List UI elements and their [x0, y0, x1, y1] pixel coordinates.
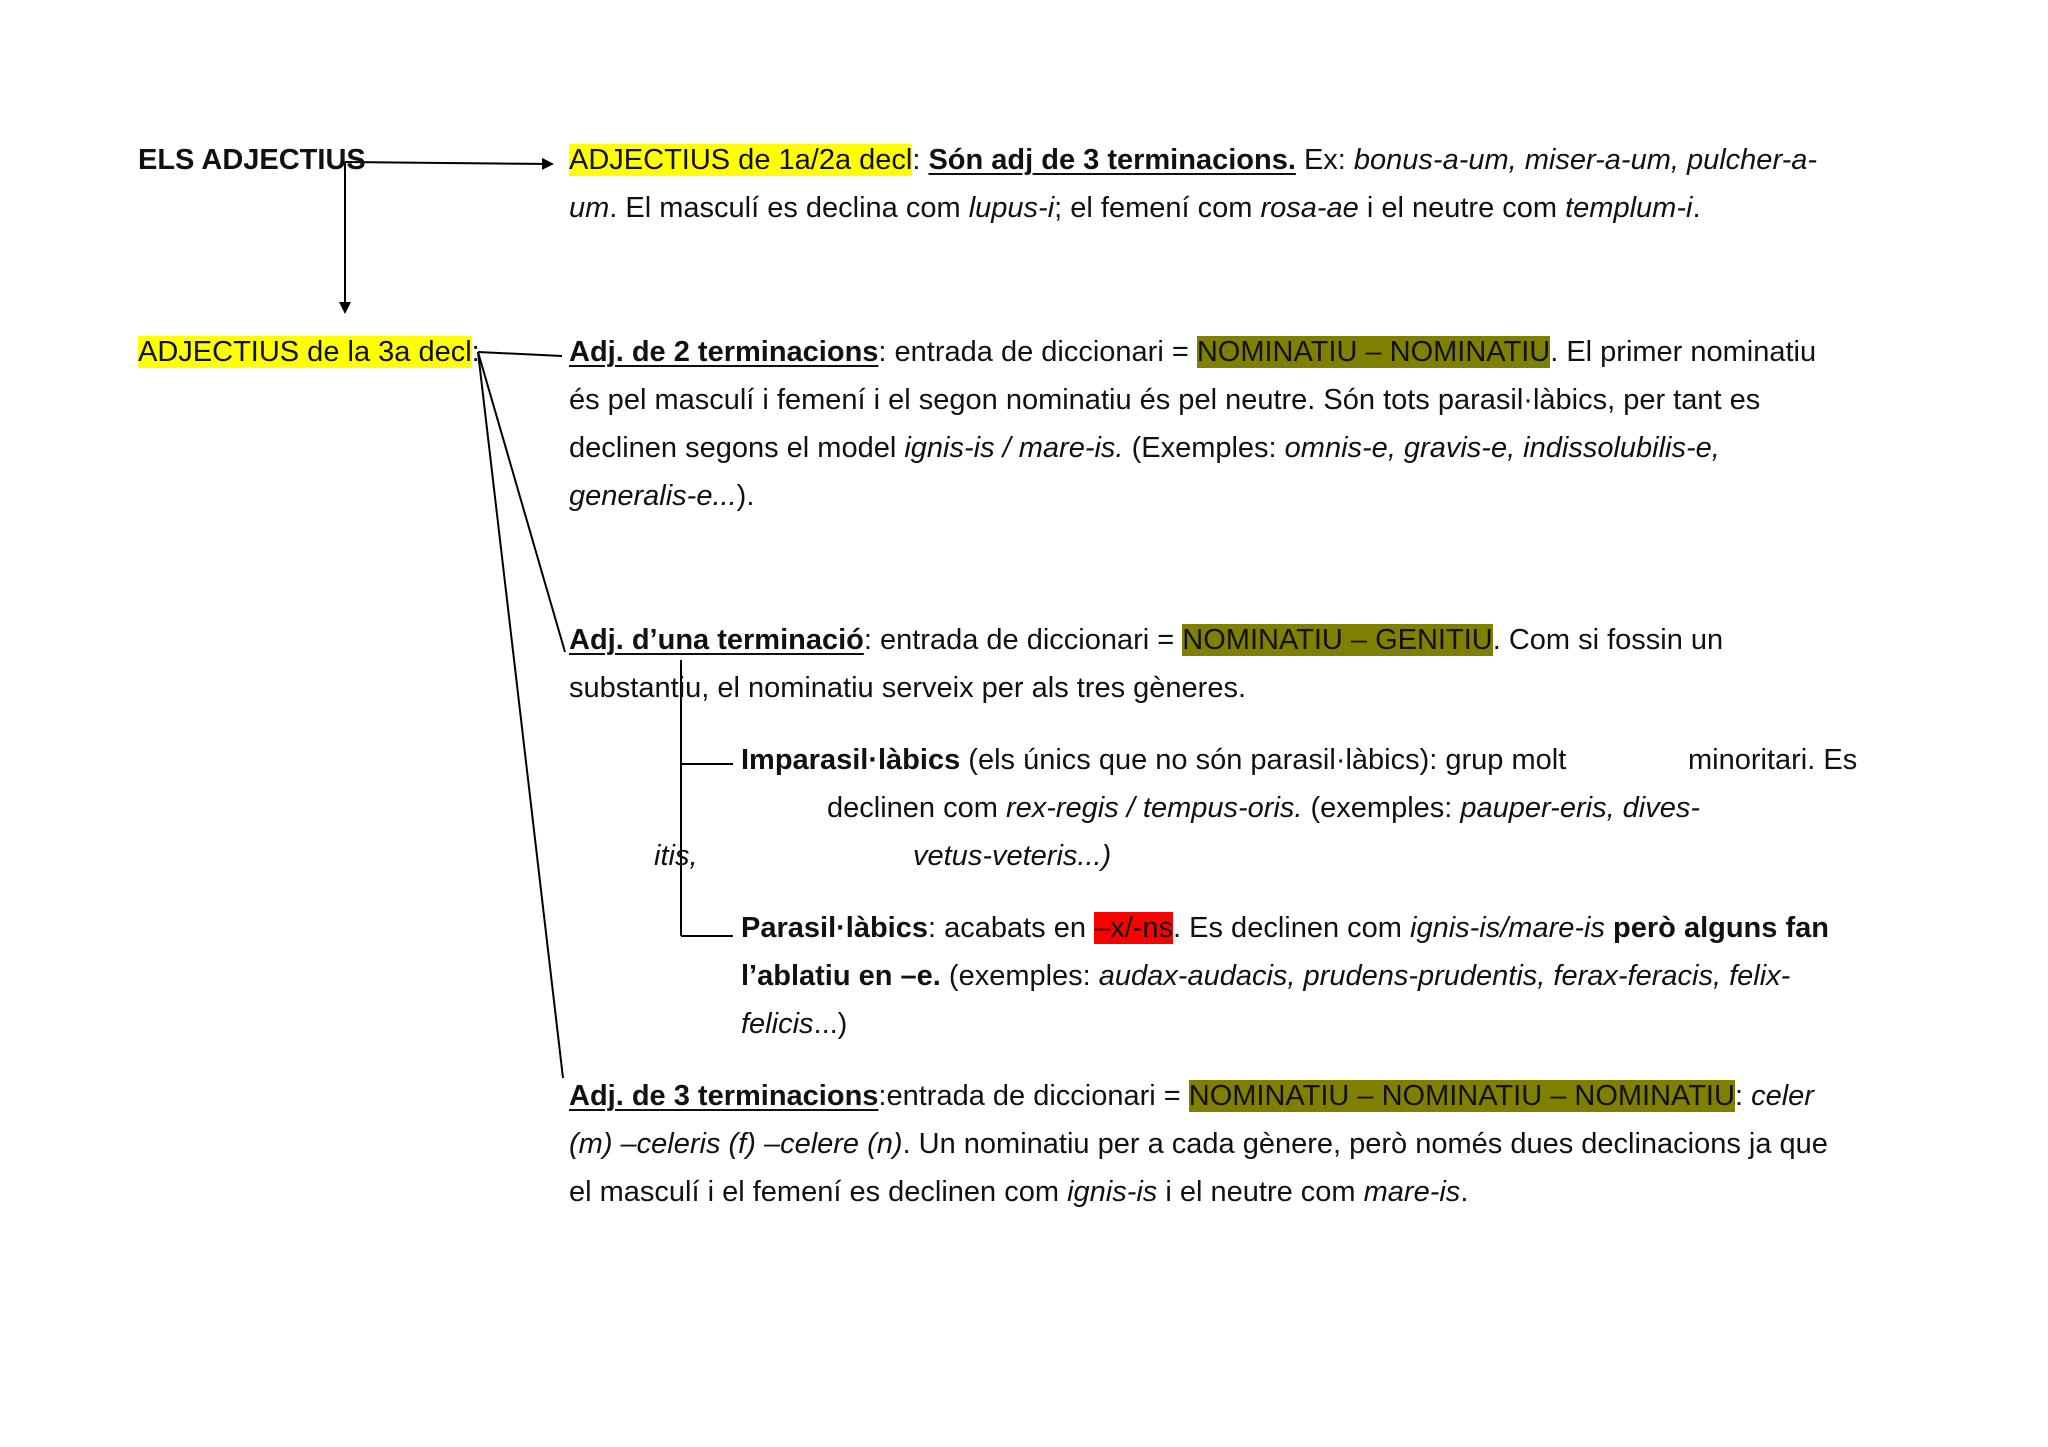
link-three-term — [478, 352, 563, 1078]
two-term-formula: NOMINATIU – NOMINATIU — [1196, 336, 1551, 368]
decl3-label: ADJECTIUS de la 3a decl — [138, 336, 472, 368]
decl12-label: ADJECTIUS de 1a/2a decl — [569, 144, 913, 176]
imparisyllabic-line1: Imparasil·làbics (els únics que no són parasil·làbics): grup molt — [741, 744, 1567, 776]
link-one-term — [478, 352, 565, 652]
decl3-label-block: ADJECTIUS de la 3a decl: — [138, 336, 480, 368]
decl12-heading: Són adj de 3 terminacions. — [928, 144, 1296, 176]
imparisyllabic-line1-end: minoritari. Es — [1688, 744, 1858, 776]
one-term-heading: Adj. d’una terminació — [569, 624, 864, 656]
one-term-block: Adj. d’una terminació: entrada de diccionari = NOMINATIU – GENITIU. Com si fossin un substantiu, el nominatiu serveix per als tres gèneres. — [569, 624, 1724, 704]
two-term-heading: Adj. de 2 terminacions — [569, 336, 879, 368]
imparisyllabic-line3b: vetus-veteris...) — [913, 840, 1112, 872]
parisyllabic-block: Parasil·làbics: acabats en –x/-ns. Es declinen com ignis-is/mare-is però alguns fan l’ablatiu en –e. (exemples: audax-audacis, prudens-prudentis, ferax-feracis, felix- felicis...) — [741, 912, 1829, 1040]
three-term-formula: NOMINATIU – NOMINATIU – NOMINATIU — [1188, 1080, 1735, 1112]
two-term-block: Adj. de 2 terminacions: entrada de diccionari = NOMINATIU – NOMINATIU. El primer nominatiu és pel masculí i femení i el segon nominatiu és pel neutre. Són tots parasil·làbics, per tant es declinen segons el model ignis-is / mare-is. (Exemples: omnis-e, gravis-e, indissolubilis-e, generalis-e...). — [569, 336, 1817, 512]
decl12-block: ADJECTIUS de 1a/2a decl: Són adj de 3 terminacions. Ex: bonus-a-um, miser-a-um, pulcher-a- um. El masculí es declina com lupus-i; el femení com rosa-ae i el neutre com templum-i. — [569, 144, 1818, 224]
three-term-block: Adj. de 3 terminacions:entrada de diccionari = NOMINATIU – NOMINATIU – NOMINATIU: celer (m) –celeris (f) –celere (n). Un nominatiu per a cada gènere, però només dues declinacions ja que el masculí i el femení es declinen com ignis-is i el neutre com mare-is. — [569, 1080, 1828, 1208]
three-term-heading: Adj. de 3 terminacions — [569, 1080, 879, 1112]
imparisyllabic-line3a: itis, — [654, 840, 698, 872]
link-two-term — [478, 352, 562, 356]
arrow-to-decl12 — [345, 162, 552, 164]
parisyllabic-endings: –x/-ns — [1094, 912, 1174, 944]
imparisyllabic-line2: declinen com rex-regis / tempus-oris. (exemples: pauper-eris, dives- — [827, 792, 1701, 824]
one-term-formula: NOMINATIU – GENITIU — [1182, 624, 1493, 656]
imparisyllabic-heading: Imparasil·làbics — [741, 744, 961, 776]
parisyllabic-heading: Parasil·làbics — [741, 912, 928, 944]
root-title: ELS ADJECTIUS — [138, 144, 366, 176]
